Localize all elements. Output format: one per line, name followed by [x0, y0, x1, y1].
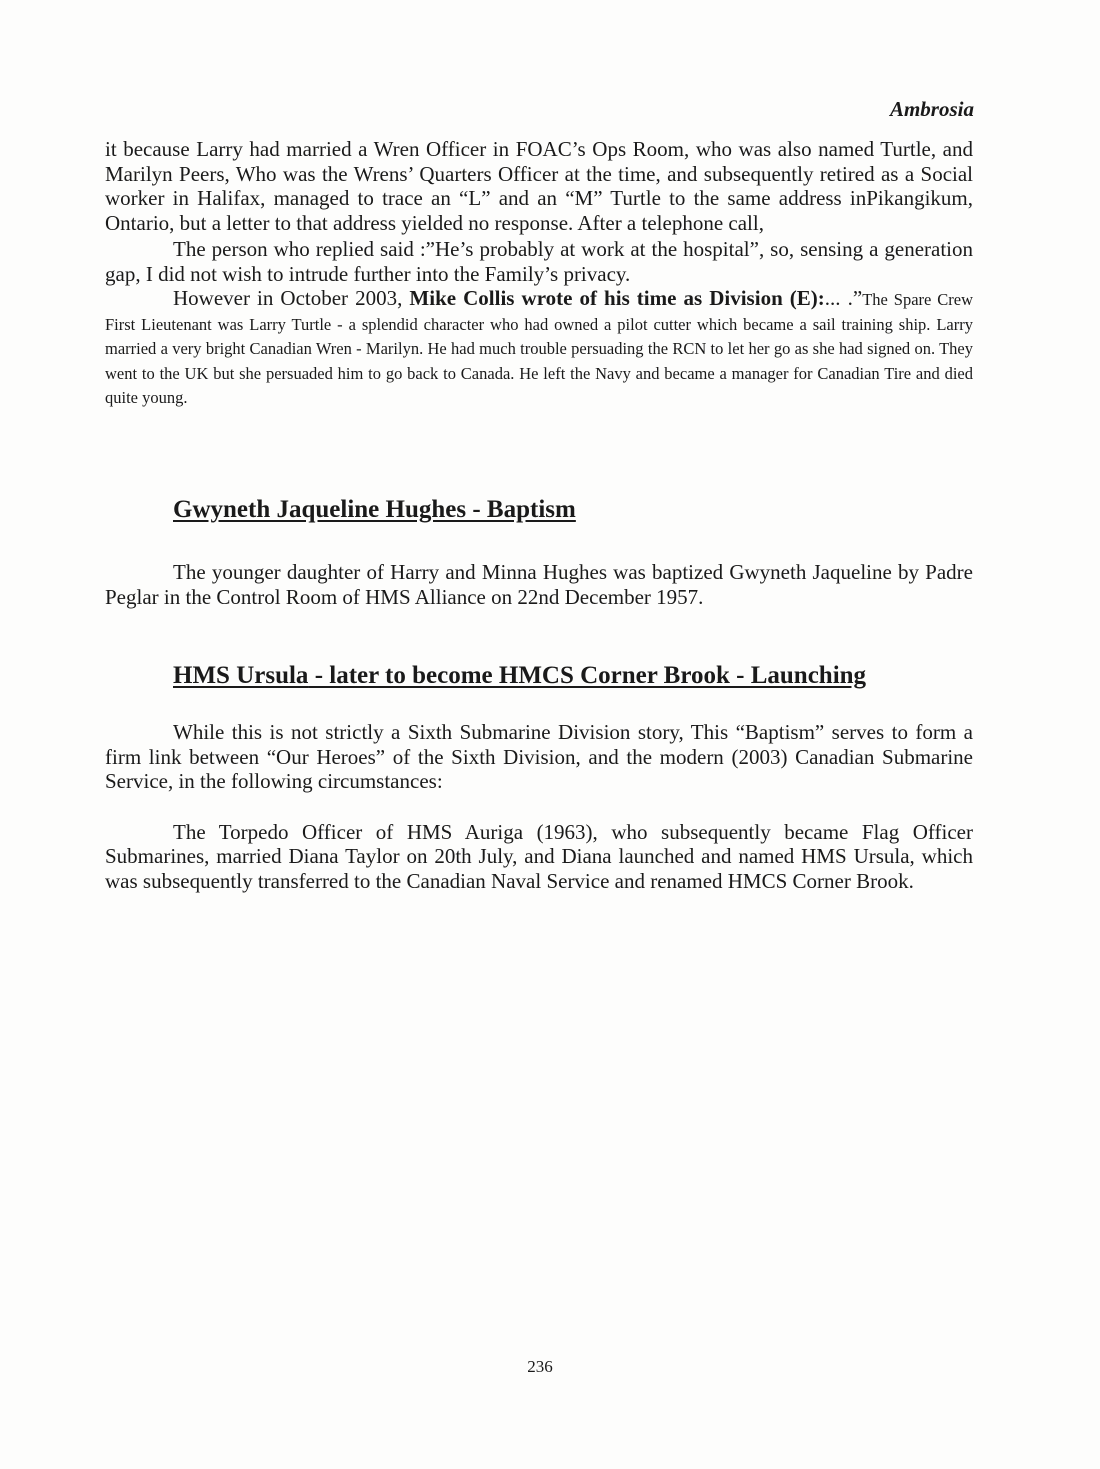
- page-number: 236: [527, 1357, 553, 1376]
- heading-hms-ursula: [173, 662, 866, 690]
- heading-gwyneth-baptism: Gwyneth Jaqueline Hughes - Baptism: [173, 496, 576, 523]
- section-continuation: [105, 137, 973, 409]
- collis-bold: Mike Collis wrote of his time as Division (E):: [409, 286, 825, 310]
- collis-quote: The Spare Crew First Lieutenant was Larry Turtle - a splendid character who had owned a pilot cutter which became a sail training ship. Larry married a very bright Canadian Wren - Marilyn. He had much trouble persuading the RCN to let her go as she had signed on. They went to the UK but she persuaded him to go back to Canada. He left the Navy and became a manager for Canadian Tire and died quite young.: [105, 290, 974, 407]
- paragraph-sixth-division-link: While this is not strictly a Sixth Submarine Division story, This “Baptism” serves to form a firm link between “Our Heroes” of the Sixth Division, and the modern (2003) Canadian Submarine Service, in the following circumstances:: [105, 720, 973, 793]
- heading-hms-ursula-part2: - later to become HMCS Corner Brook - Launching: [308, 662, 867, 689]
- section-ursula: [105, 720, 973, 893]
- heading-hms-ursula-part1: HMS Ursula: [173, 662, 309, 689]
- paragraph-gwyneth: The younger daughter of Harry and Minna Hughes was baptized Gwyneth Jaqueline by Padre Peglar in the Control Room of HMS Alliance on 22nd December 1957.: [105, 560, 973, 609]
- collis-ellipsis: ... .”: [824, 286, 863, 310]
- paragraph-hospital-reply: The person who replied said :”He’s probably at work at the hospital”, so, sensing a generation gap, I did not wish to intrude further into the Family’s privacy.: [105, 237, 973, 286]
- section-gwyneth: [105, 560, 973, 609]
- collis-lead: However in October 2003,: [173, 286, 410, 310]
- running-head: Ambrosia: [889, 97, 974, 121]
- paragraph-torpedo-officer: The Torpedo Officer of HMS Auriga (1963), who subsequently became Flag Officer Submarines, married Diana Taylor on 20th July, and Diana launched and named HMS Ursula, which was subsequently transferred to the Canadian Naval Service and renamed HMCS Corner Brook.: [105, 819, 973, 893]
- paragraph-mike-collis: [105, 286, 973, 409]
- paragraph-turtle-trace: it because Larry had married a Wren Officer in FOAC’s Ops Room, who was also named Turtle, and Marilyn Peers, Who was the Wrens’ Quarters Officer at the time, and subsequently retired as a Social worker in Halifax, managed to trace an “L” and an “M” Turtle to the same address inPikangikum, Ontario, but a letter to that address yielded no response. After a telephone call,: [105, 137, 973, 235]
